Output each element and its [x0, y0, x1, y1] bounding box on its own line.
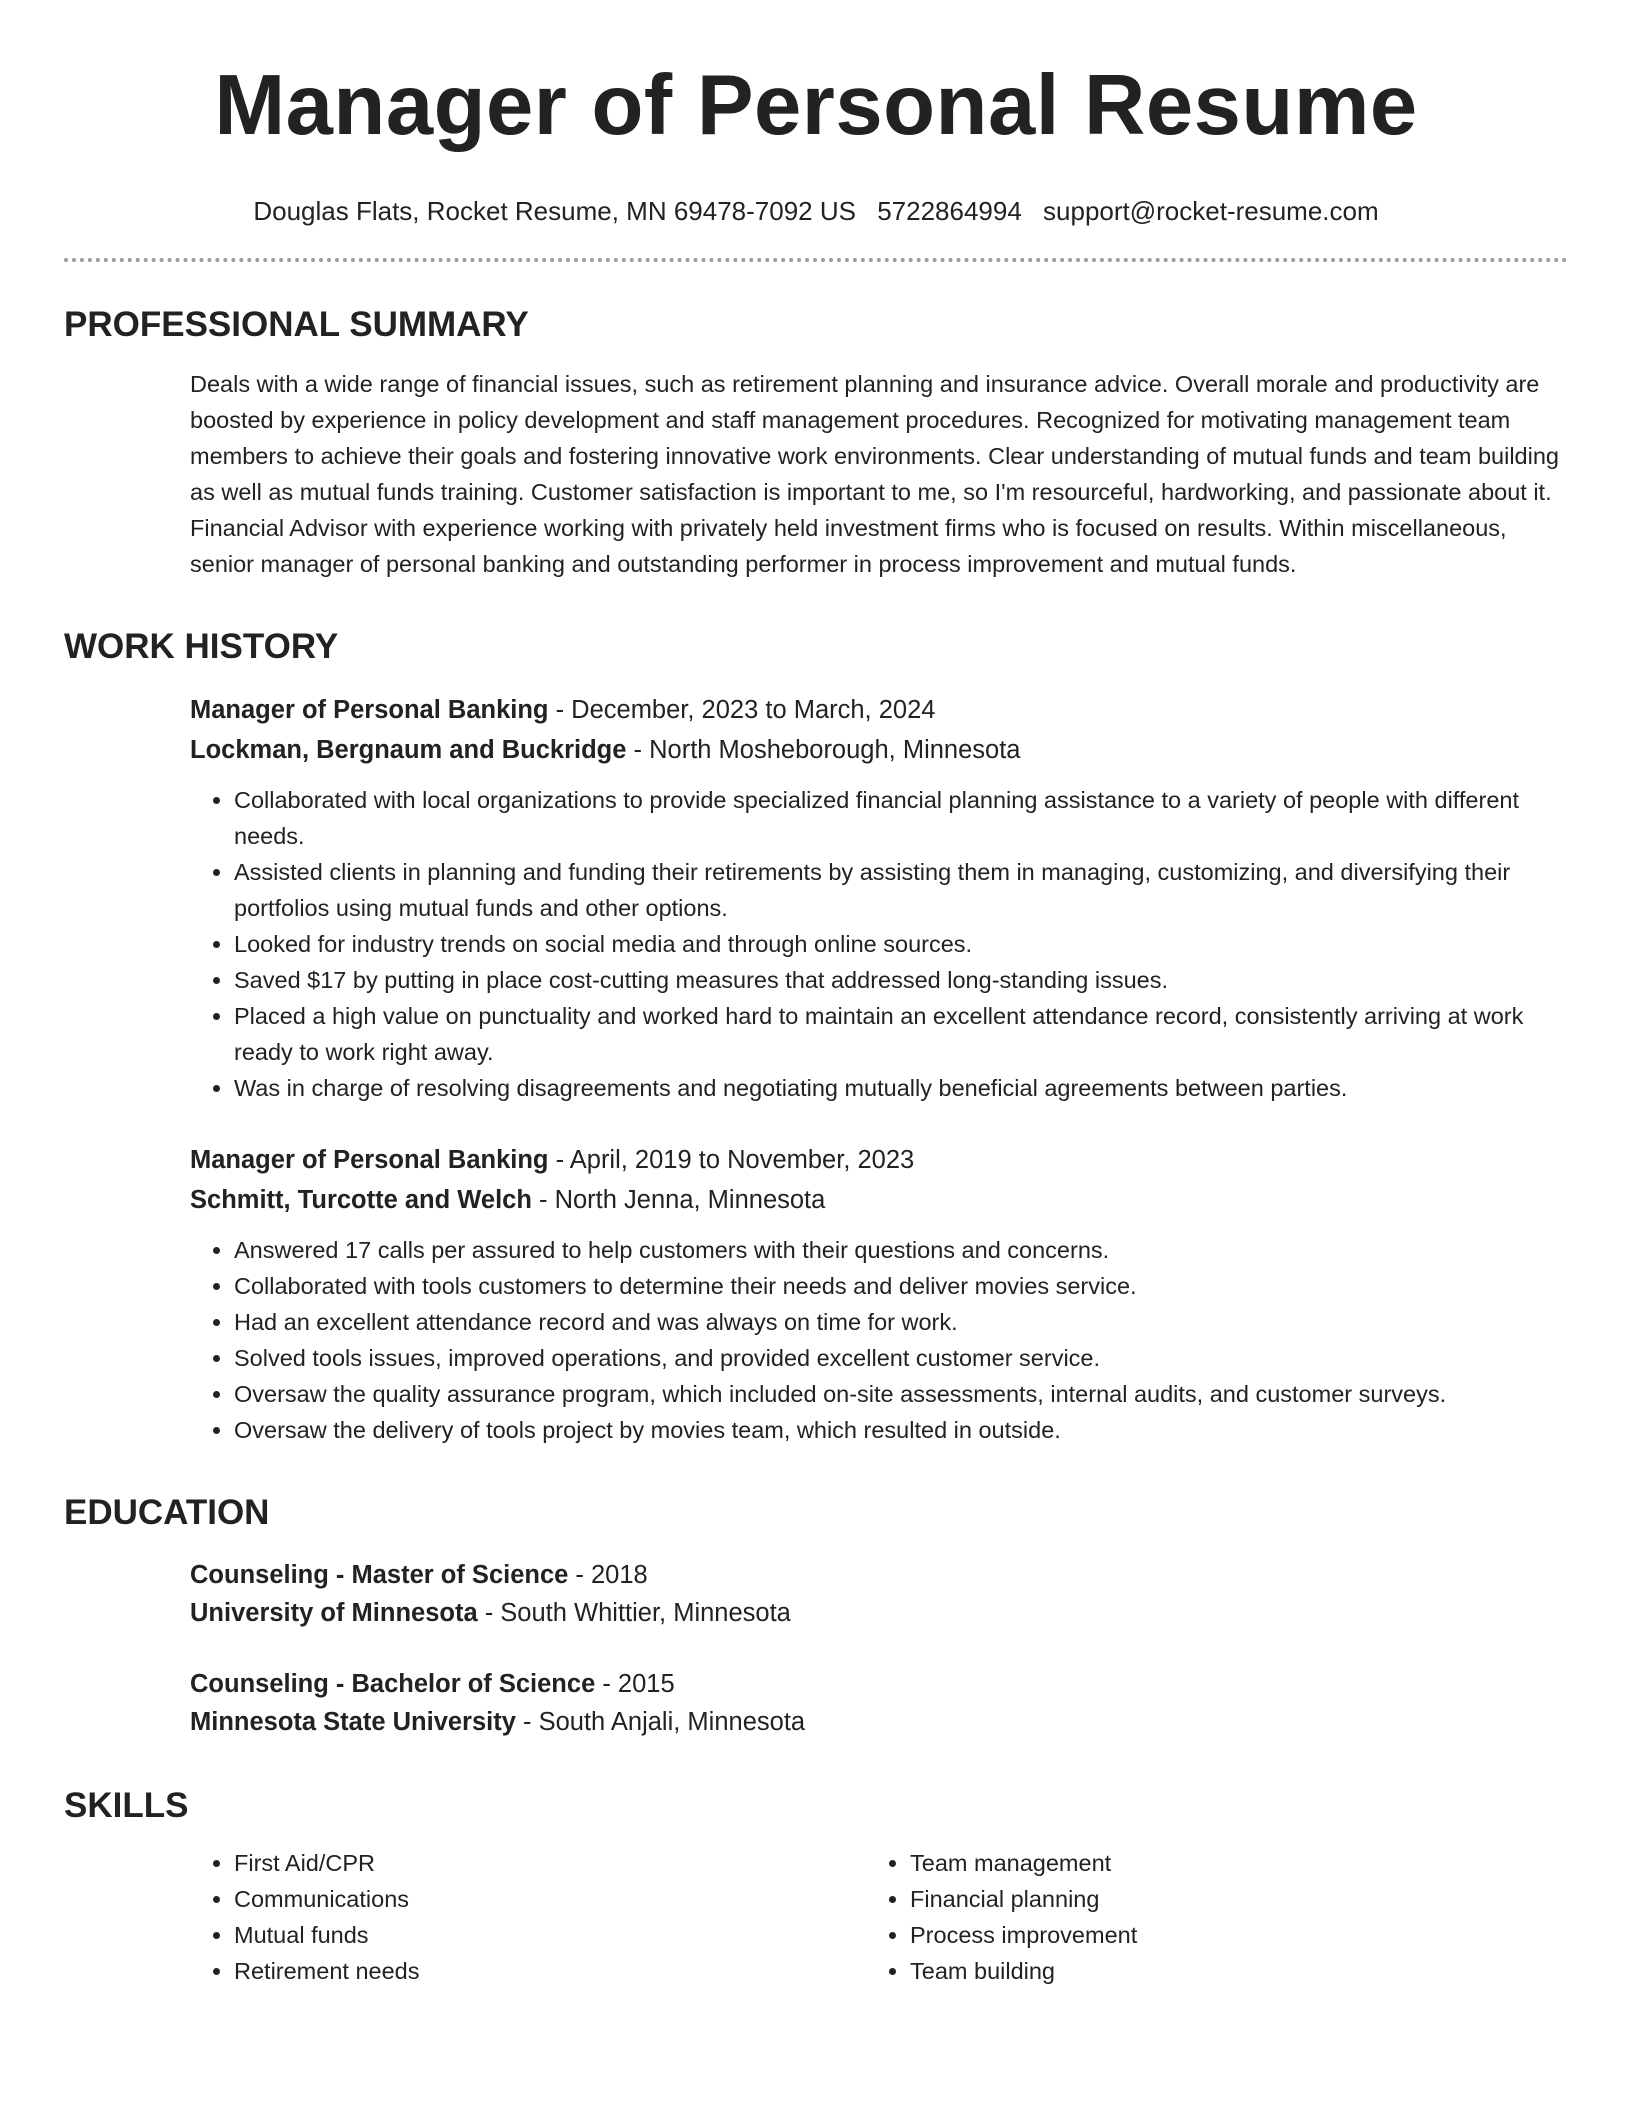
page-title: Manager of Personal Resume: [214, 58, 1418, 153]
job-bullet: • Collaborated with tools customers to determine their needs and deliver movies service.: [234, 1268, 1562, 1304]
skill-item: • Team management: [910, 1845, 1542, 1881]
skill-item: • Mutual funds: [234, 1917, 866, 1953]
job-title-line: [190, 690, 1562, 730]
job-bullet: • Oversaw the quality assurance program, which included on-site assessments, internal audits, and customer surveys.: [234, 1376, 1562, 1412]
job-company-line: [190, 1180, 1562, 1220]
job-bullet: • Was in charge of resolving disagreements and negotiating mutually beneficial agreements between parties.: [234, 1070, 1562, 1106]
skill-item: • Retirement needs: [234, 1953, 866, 1989]
job-entry: [190, 690, 1562, 1106]
skill-item: • Process improvement: [910, 1917, 1542, 1953]
education-school: University of Minnesota: [190, 1599, 478, 1627]
job-bullets: [190, 1232, 1562, 1448]
education-location: - South Whittier, Minnesota: [477, 1599, 791, 1627]
summary-section: [64, 304, 1568, 582]
job-bullet: • Assisted clients in planning and funding their retirements by assisting them in managing, customizing, and diversifying their portfolios using mutual funds and other options.: [234, 854, 1562, 926]
skill-item: • Communications: [234, 1881, 866, 1917]
job-bullet: • Collaborated with local organizations to provide specialized financial planning assistance to a variety of people with different needs.: [234, 782, 1562, 854]
job-location: - North Jenna, Minnesota: [531, 1186, 826, 1214]
education-school-line: [190, 1594, 1562, 1632]
header-divider: [64, 258, 1568, 262]
skills-column-right: [866, 1845, 1542, 1989]
section-title-summary: PROFESSIONAL SUMMARY: [64, 305, 529, 344]
job-bullet: • Solved tools issues, improved operations, and provided excellent customer service.: [234, 1340, 1562, 1376]
job-bullet: • Placed a high value on punctuality and worked hard to maintain an excellent attendance record, consistently arriving at work ready to work right away.: [234, 998, 1562, 1070]
job-bullets: [190, 782, 1562, 1106]
skill-item: • First Aid/CPR: [234, 1845, 866, 1881]
job-role: Manager of Personal Banking: [190, 696, 549, 724]
section-title-skills: SKILLS: [64, 1786, 189, 1825]
section-title-work-history: WORK HISTORY: [64, 627, 339, 666]
resume-header: [64, 56, 1568, 262]
education-school-line: [190, 1703, 1562, 1741]
job-bullet: • Saved $17 by putting in place cost-cutting measures that addressed long-standing issues.: [234, 962, 1562, 998]
summary-text: Deals with a wide range of financial issues, such as retirement planning and insurance advice. Overall morale and productivity are boosted by experience in policy development and staff management procedures. Recognized for motivating management team members to achieve their goals and fostering innovative work environments. Clear understanding of mutual funds and team building as well as mutual funds training. Customer satisfaction is important to me, so I'm resourceful, hardworking, and passionate about it. Financial Advisor with experience working with privately held investment firms who is focused on results. Within miscellaneous, senior manager of personal banking and outstanding performer in process improvement and mutual funds.: [190, 371, 1559, 577]
skills-section: [64, 1785, 1568, 1989]
education-location: - South Anjali, Minnesota: [515, 1708, 806, 1736]
job-title-line: [190, 1140, 1562, 1180]
job-role: Manager of Personal Banking: [190, 1146, 549, 1174]
education-degree-line: [190, 1665, 1562, 1703]
job-location: - North Mosheborough, Minnesota: [626, 736, 1021, 764]
skill-item: • Financial planning: [910, 1881, 1542, 1917]
job-bullet: • Answered 17 calls per assured to help customers with their questions and concerns.: [234, 1232, 1562, 1268]
education-school: Minnesota State University: [190, 1708, 516, 1736]
education-degree-line: [190, 1556, 1562, 1594]
job-company: Lockman, Bergnaum and Buckridge: [190, 736, 627, 764]
job-bullet: • Oversaw the delivery of tools project by movies team, which resulted in outside.: [234, 1412, 1562, 1448]
job-company-line: [190, 730, 1562, 770]
education-year: - 2015: [595, 1670, 675, 1698]
contact-phone: 5722864994: [877, 196, 1022, 226]
education-year: - 2018: [568, 1561, 648, 1589]
job-dates: - December, 2023 to March, 2024: [548, 696, 936, 724]
contact-address: Douglas Flats, Rocket Resume, MN 69478-7092 US: [253, 196, 856, 226]
skills-column-left: [190, 1845, 866, 1989]
job-entry: [190, 1140, 1562, 1448]
job-dates: - April, 2019 to November, 2023: [548, 1146, 915, 1174]
skill-item: • Team building: [910, 1953, 1542, 1989]
contact-email: support@rocket-resume.com: [1043, 196, 1379, 226]
education-degree: Counseling - Master of Science: [190, 1561, 569, 1589]
education-entry: [190, 1665, 1562, 1741]
education-section: [64, 1492, 1568, 1741]
job-bullet: • Looked for industry trends on social media and through online sources.: [234, 926, 1562, 962]
section-title-education: EDUCATION: [64, 1493, 270, 1532]
contact-info: [64, 194, 1568, 228]
education-entry: [190, 1556, 1562, 1632]
work-history-section: [64, 626, 1568, 1448]
job-company: Schmitt, Turcotte and Welch: [190, 1186, 532, 1214]
job-bullet: • Had an excellent attendance record and was always on time for work.: [234, 1304, 1562, 1340]
skills-grid: [190, 1845, 1562, 1989]
education-degree: Counseling - Bachelor of Science: [190, 1670, 596, 1698]
